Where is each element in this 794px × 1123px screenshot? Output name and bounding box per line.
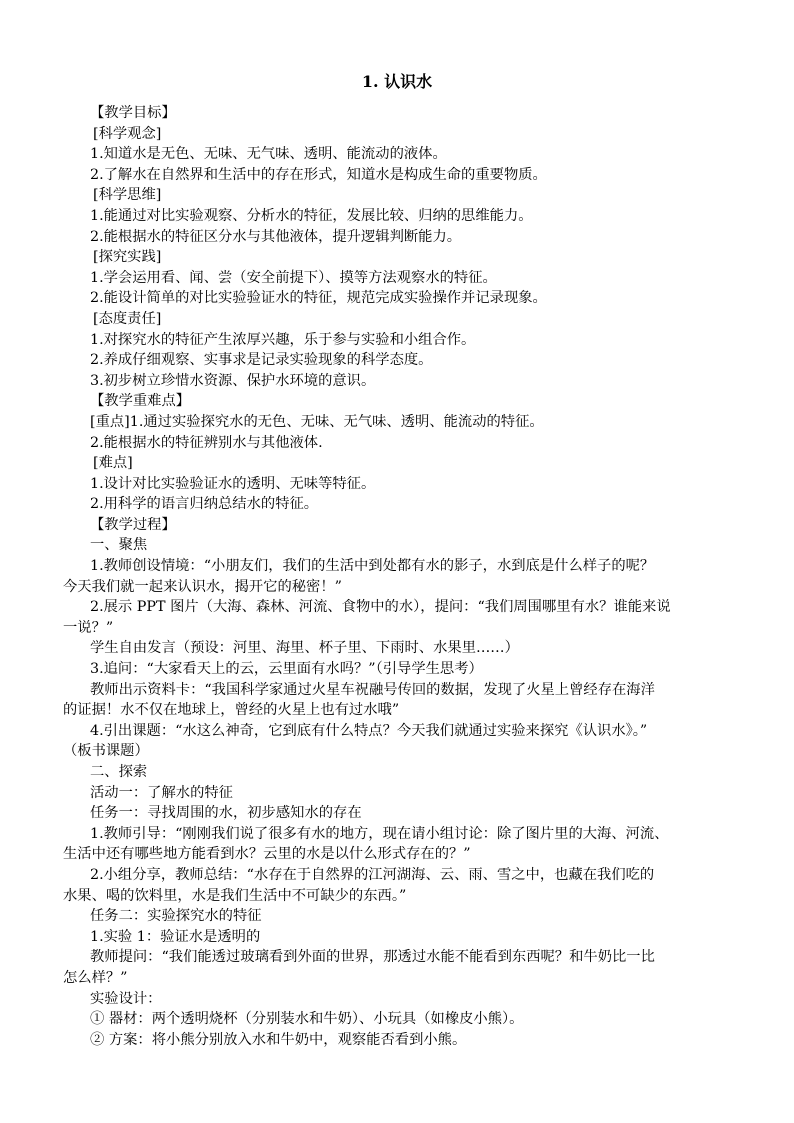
paragraph: 任务一：寻找周围的水，初步感知水的存在 <box>90 805 362 822</box>
paragraph: 2.用科学的语言归纳总结水的特征。 <box>90 496 319 513</box>
heading-focus: 一、聚焦 <box>90 537 148 554</box>
paragraph-continuation: 水果、喝的饮料里，水是我们生活中不可缺少的东西。” <box>63 887 407 904</box>
paragraph: 1.对探究水的特征产生浓厚兴趣，乐于参与实验和小组合作。 <box>90 331 476 348</box>
paragraph: 1.能通过对比实验观察、分析水的特征，发展比较、归纳的思维能力。 <box>90 207 533 224</box>
paragraph: 任务二：实验探究水的特征 <box>90 908 262 925</box>
subsection-label: [探究实践] <box>93 249 162 266</box>
paragraph: [重点]1.通过实验探究水的无色、无味、无气味、透明、能流动的特征。 <box>90 413 544 430</box>
subsection-label: [态度责任] <box>93 310 162 327</box>
heading-explore: 二、探索 <box>90 764 148 780</box>
paragraph: ② 方案：将小熊分别放入水和牛奶中，观察能否看到小熊。 <box>90 1031 467 1048</box>
paragraph: 2.小组分享，教师总结：“水存在于自然界的江河湖海、云、雨、雪之中，也藏在我们吃的 <box>90 866 655 883</box>
section-heading: 【教学重难点】 <box>90 393 191 410</box>
section-heading: 【教学目标】 <box>90 105 176 121</box>
paragraph: ① 器材：两个透明烧杯（分别装水和牛奶）、小玩具（如橡皮小熊）。 <box>90 1011 524 1028</box>
paragraph: 2.了解水在自然界和生活中的存在形式，知道水是构成生命的重要物质。 <box>90 166 547 183</box>
paragraph: 1.实验 1：验证水是透明的 <box>90 928 261 945</box>
paragraph: 教师提问：“我们能透过玻璃看到外面的世界，那透过水能不能看到东西呢？和牛奶比一比 <box>90 949 655 966</box>
paragraph: 2.展示 PPT 图片（大海、森林、河流、食物中的水），提问：“我们周围哪里有水？谁能来说 <box>90 599 671 616</box>
paragraph: 学生自由发言（预设：河里、海里、杯子里、下雨时、水果里……） <box>90 640 519 657</box>
paragraph: 教师出示资料卡：“我国科学家通过火星车祝融号传回的数据，发现了火星上曾经存在海洋 <box>90 681 655 698</box>
subsection-label: [科学思维] <box>93 187 162 204</box>
paragraph-continuation: 的证据！水不仅在地球上，曾经的火星上也有过水哦” <box>63 702 400 719</box>
paragraph: 1.教师创设情境：“小朋友们，我们的生活中到处都有水的影子，水到底是什么样子的呢？ <box>90 558 655 575</box>
paragraph-continuation: 生活中还有哪些地方能看到水？云里的水是以什么形式存在的？” <box>63 846 471 863</box>
paragraph-continuation: 怎么样？” <box>63 969 128 986</box>
document-body <box>63 103 770 1050</box>
paragraph: 1.知道水是无色、无味、无气味、透明、能流动的液体。 <box>90 146 447 163</box>
paragraph-continuation: 一说？” <box>63 619 114 636</box>
paragraph: 3.追问：“大家看天上的云，云里面有水吗？”（引导学生思考） <box>90 661 483 678</box>
section-heading: 【教学过程】 <box>90 516 176 533</box>
paragraph-continuation: 今天我们就一起来认识水，揭开它的秘密！” <box>63 578 342 595</box>
paragraph: 4.引出课题：“水这么神奇，它到底有什么特点？今天我们就通过实验来探究《认识水》。” <box>90 722 648 739</box>
subsection-label: [难点] <box>93 455 133 472</box>
paragraph: 1.教师引导：“刚刚我们说了很多有水的地方，现在请小组讨论：除了图片里的大海、河流、 <box>90 825 669 842</box>
page-title: 1. 认识水 <box>361 72 433 91</box>
subsection-label: [科学观念] <box>93 125 162 142</box>
paragraph: 2.养成仔细观察、实事求是记录实验现象的科学态度。 <box>90 352 433 369</box>
paragraph: 1.学会运用看、闻、尝（安全前提下）、摸等方法观察水的特征。 <box>90 269 497 286</box>
paragraph: 2.能设计简单的对比实验验证水的特征，规范完成实验操作并记录现象。 <box>90 290 547 307</box>
paragraph: 1.设计对比实验验证水的透明、无味等特征。 <box>90 475 376 492</box>
paragraph-continuation: （板书课题） <box>63 743 149 760</box>
paragraph: 2.能根据水的特征辨别水与其他液体. <box>90 434 323 451</box>
paragraph: 实验设计： <box>90 990 162 1007</box>
paragraph: 2.能根据水的特征区分水与其他液体，提升逻辑判断能力。 <box>90 228 462 245</box>
paragraph: 活动一：了解水的特征 <box>90 784 233 801</box>
paragraph: 3.初步树立珍惜水资源、保护水环境的意识。 <box>90 372 376 389</box>
